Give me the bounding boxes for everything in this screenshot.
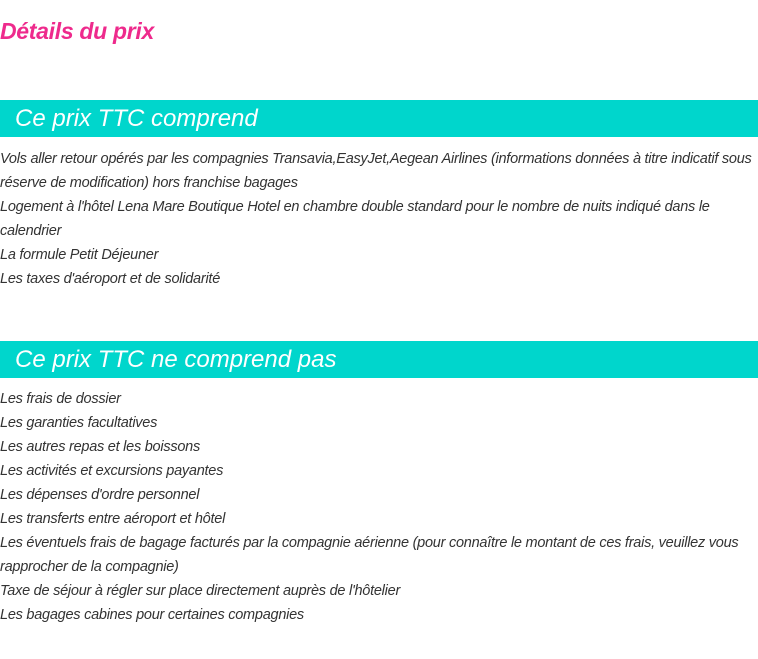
list-item: Vols aller retour opérés par les compagnies Transavia,EasyJet,Aegean Airlines (informations données à titre indicatif sous réserve de modification) hors franchise bagages bbox=[0, 151, 752, 191]
list-item: Les autres repas et les boissons bbox=[0, 439, 200, 455]
section-heading-included: Ce prix TTC comprend bbox=[0, 100, 758, 137]
list-item: Les garanties facultatives bbox=[0, 415, 158, 431]
list-item: Taxe de séjour à régler sur place directement auprès de l'hôtelier bbox=[0, 583, 401, 599]
list-item: La formule Petit Déjeuner bbox=[0, 247, 159, 263]
section-heading-excluded: Ce prix TTC ne comprend pas bbox=[0, 341, 758, 378]
list-item: Les frais de dossier bbox=[0, 391, 121, 407]
list-item: Les taxes d'aéroport et de solidarité bbox=[0, 271, 221, 287]
list-item: Les bagages cabines pour certaines compagnies bbox=[0, 607, 304, 623]
excluded-list bbox=[0, 387, 752, 627]
list-item: Les transferts entre aéroport et hôtel bbox=[0, 511, 226, 527]
page-title: Détails du prix bbox=[0, 18, 154, 44]
included-list bbox=[0, 147, 752, 291]
list-item: Les dépenses d'ordre personnel bbox=[0, 487, 200, 503]
list-item: Logement à l'hôtel Lena Mare Boutique Hotel en chambre double standard pour le nombre de nuits indiqué dans le calendrier bbox=[0, 199, 710, 239]
list-item: Les éventuels frais de bagage facturés par la compagnie aérienne (pour connaître le montant de ces frais, veuillez vous rapprocher de la compagnie) bbox=[0, 535, 739, 575]
list-item: Les activités et excursions payantes bbox=[0, 463, 224, 479]
